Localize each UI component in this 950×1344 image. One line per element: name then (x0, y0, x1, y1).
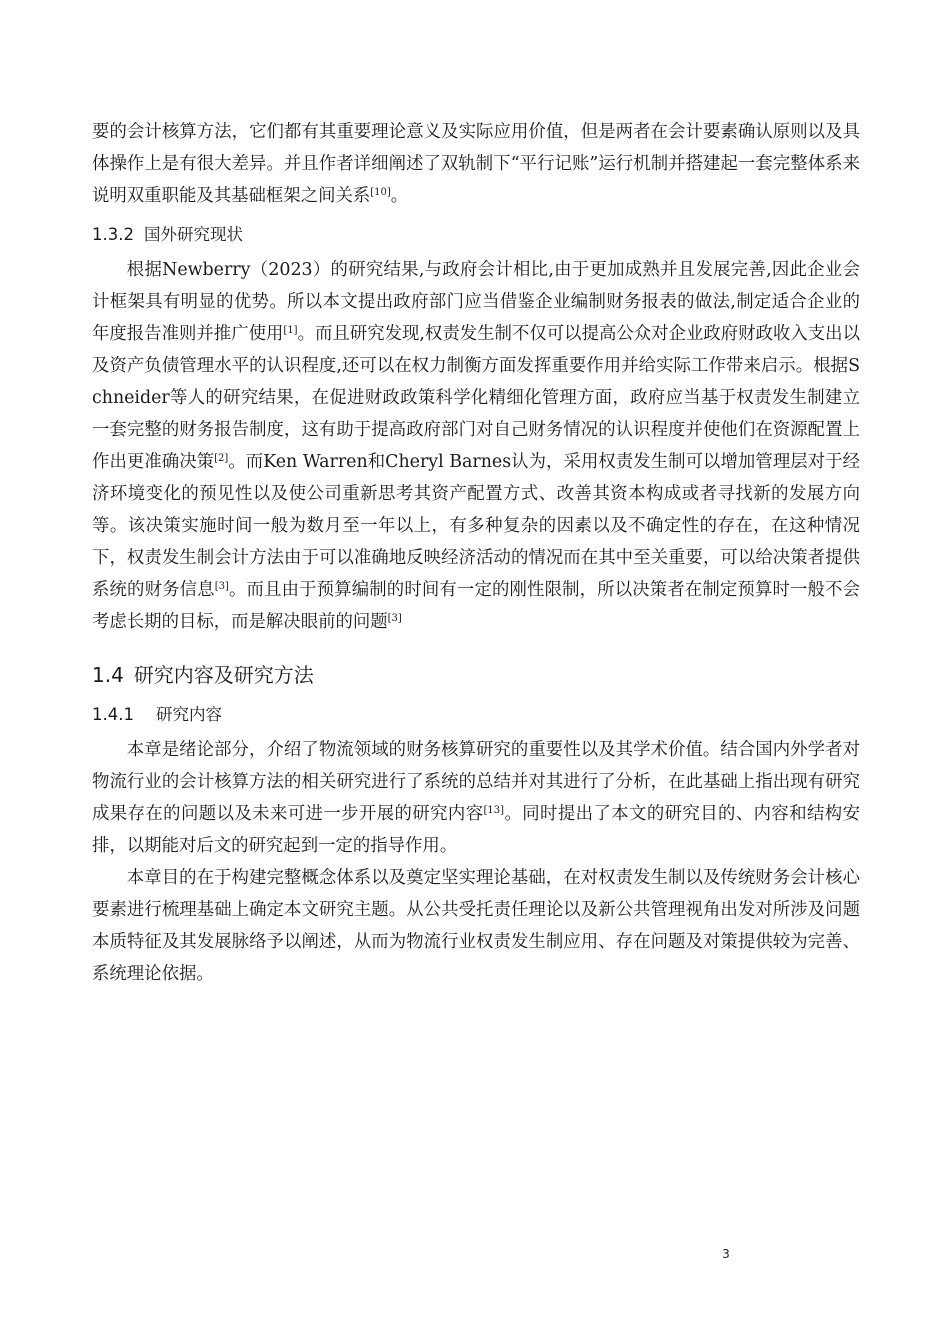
paragraph-end: 。 (390, 186, 409, 206)
citation: [1] (283, 325, 298, 336)
citation: [3] (387, 613, 402, 624)
section-title: 研究内容 (155, 705, 222, 724)
paragraph-text: 要的会计核算方法，它们都有其重要理论意义及实际应用价值，但是两者在会计要素确认原则以及具体操作上是有很大差异。并且作者详细阐述了双轨制下“平行记账”运行机制并搭建起一套完整体系来说明双重职能及其基础框架之间关系 (92, 122, 860, 206)
section-title: 研究内容及研究方法 (133, 663, 314, 687)
paragraph-intro (92, 116, 860, 212)
page-number (0, 1247, 730, 1261)
citation: [3] (214, 581, 229, 592)
citation: [10] (370, 187, 391, 198)
document-body (92, 116, 860, 990)
paragraph-text: 本章目的在于构建完整概念体系以及奠定坚实理论基础，在对权责发生制以及传统财务会计核心要素进行梳理基础上确定本文研究主题。从公共受托责任理论以及新公共管理视角出发对所涉及问题本质特征及其发展脉络予以阐述，从而为物流行业权责发生制应用、存在问题及对策提供较为完善、系统理论依据。 (92, 868, 860, 984)
paragraph-text: 。同时提出了本文的研究目的、内容和结构安排，以期能对后文的研究起到一定的指导作用。 (92, 804, 860, 856)
citation: [2] (214, 453, 229, 464)
paragraph-foreign-research (92, 254, 860, 638)
section-number: 1.4 (92, 663, 124, 687)
section-number: 1.4.1 (92, 705, 134, 724)
citation: [13] (483, 805, 505, 816)
section-heading-1-4 (92, 658, 860, 692)
paragraph-research-content-2 (92, 862, 860, 990)
paragraph-text: 根据Newberry（2023）的研究结果,与政府会计相比,由于更加成熟并且发展完善,因此企业会计框架具有明显的优势。所以本文提出政府部门应当借鉴企业编制财务报表的做法,制定适合企业的年度报告准则并推广使用 (92, 260, 860, 344)
section-number: 1.3.2 (92, 225, 134, 244)
paragraph-text: 。而且研究发现,权责发生制不仅可以提高公众对企业政府财政收入支出以及资产负债管理水平的认识程度,还可以在权力制衡方面发挥重要作用并给实际工作带来启示。根据Schneider等人的研究结果，在促进财政政策科学化精细化管理方面，政府应当基于权责发生制建立一套完整的财务报告制度，这有助于提高政府部门对自己财务情况的认识程度并使他们在资源配置上作出更准确决策 (92, 324, 860, 472)
paragraph-research-content-1 (92, 734, 860, 862)
paragraph-text: 。而Ken Warren和Cheryl Barnes认为，采用权责发生制可以增加管理层对于经济环境变化的预见性以及使公司重新思考其资产配置方式、改善其资本构成或者寻找新的发展方向等。该决策实施时间一般为数月至一年以上，有多种复杂的因素以及不确定性的存在，在这种情况下，权责发生制会计方法由于可以准确地反映经济活动的情况而在其中至关重要，可以给决策者提供系统的财务信息 (92, 452, 860, 600)
section-heading-1-4-1 (92, 700, 860, 730)
section-heading-1-3-2 (92, 220, 860, 250)
paragraph-text: 本章是绪论部分，介绍了物流领域的财务核算研究的重要性以及其学术价值。结合国内外学者对物流行业的会计核算方法的相关研究进行了系统的总结并对其进行了分析，在此基础上指出现有研究成果存在的问题以及未来可进一步开展的研究内容 (92, 740, 860, 824)
page-number-text: 3 (722, 1247, 730, 1261)
section-title: 国外研究现状 (143, 225, 243, 244)
paragraph-text: 。而且由于预算编制的时间有一定的刚性限制，所以决策者在制定预算时一般不会考虑长期的目标，而是解决眼前的问题 (92, 580, 860, 632)
